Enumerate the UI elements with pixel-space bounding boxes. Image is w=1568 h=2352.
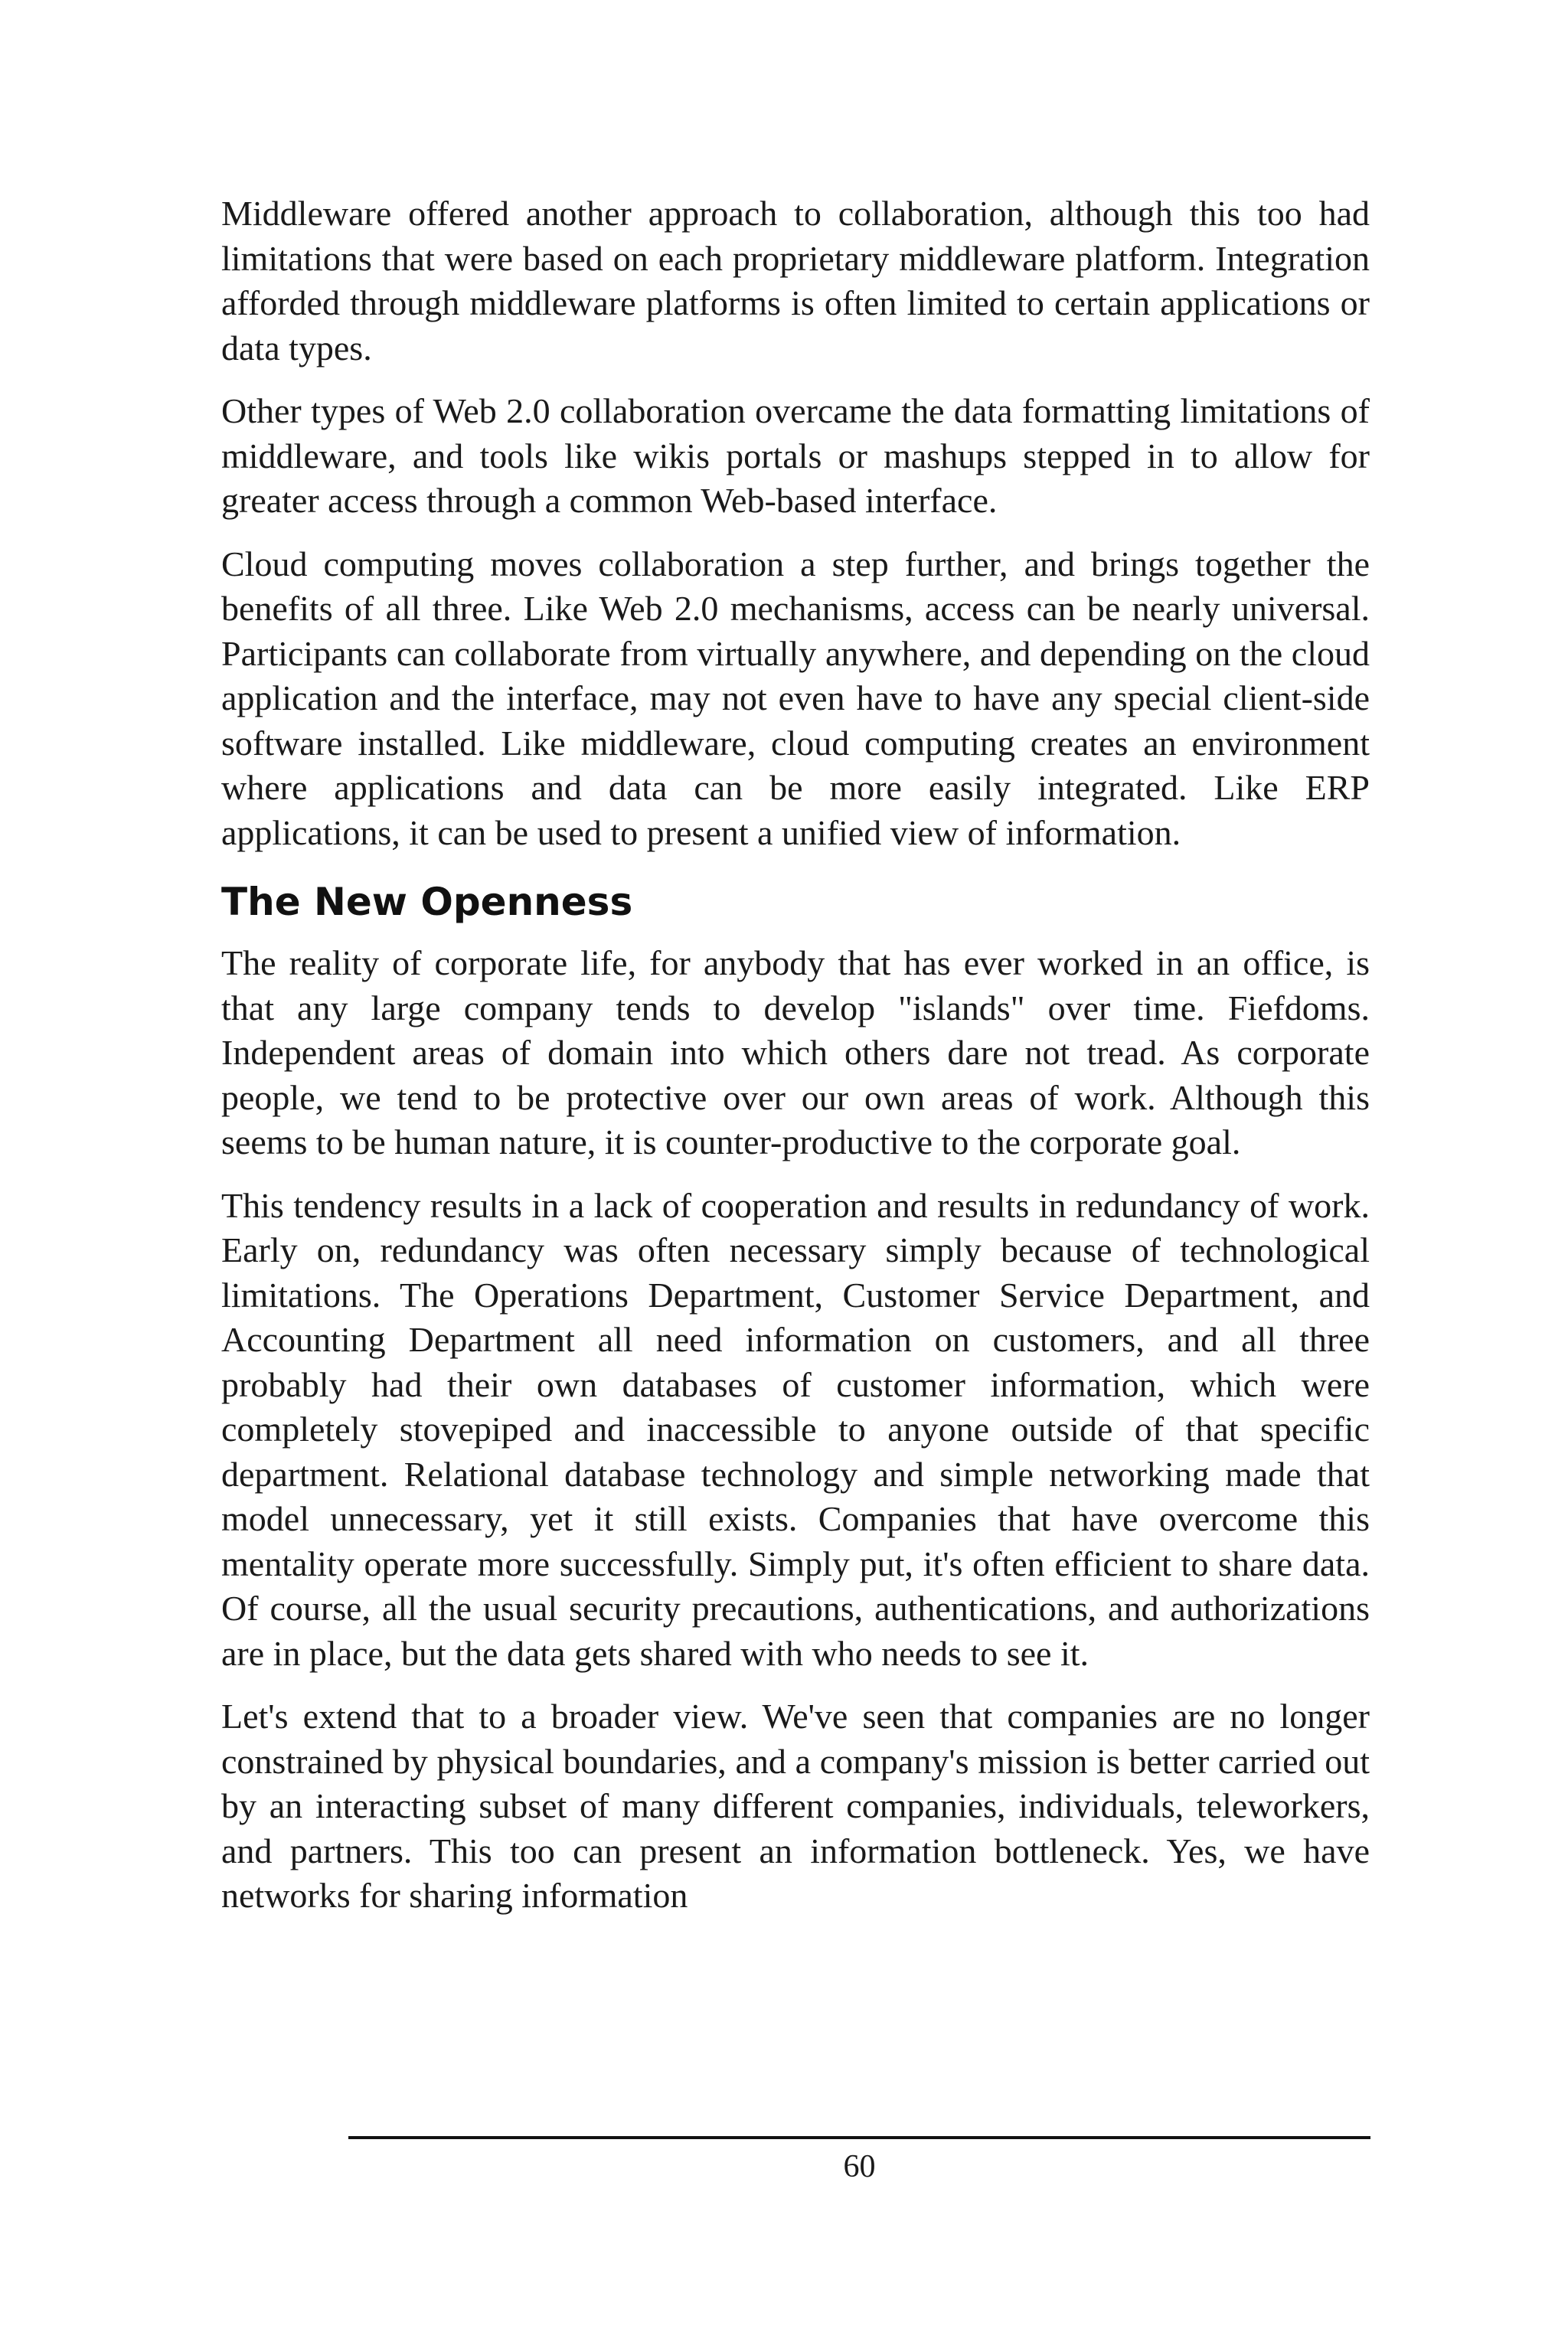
- paragraph-redundancy: This tendency results in a lack of cooperation and results in redundancy of work. Early on, redundancy was often necessary simply because of technological limitations. The Operations Department, Customer Service Department, and Accounting Department all need information on customers, and all three probably had their own databases of customer information, which were completely stovepiped and inaccessible to anyone outside of that specific department. Relational database technology and simple networking made that model unnecessary, yet it still exists. Companies that have overcome this mentality operate more successfully. Simply put, it's often efficient to share data. Of course, all the usual security precautions, authentications, and authorizations are in place, but the data gets shared with who needs to see it.: [221, 1185, 1370, 1673]
- footer-divider: [348, 2136, 1370, 2139]
- page-body: [221, 191, 1370, 1937]
- paragraph-cloud-collaboration: Cloud computing moves collaboration a step further, and brings together the benefits of all three. Like Web 2.0 mechanisms, access can be nearly universal. Participants can collaborate from virtually anywhere, and depending on the cloud application and the interface, may not even have to have any special client-side software installed. Like middleware, cloud computing creates an environment where applications and data can be more easily integrated. Like ERP applications, it can be used to present a unified view of information.: [221, 544, 1370, 852]
- section-heading: The New Openness: [221, 880, 633, 924]
- paragraph-broader-view: Let's extend that to a broader view. We've seen that companies are no longer constrained by physical boundaries, and a company's mission is better carried out by an interacting subset of many different companies, individuals, teleworkers, and partners. This too can present an information bottleneck. Yes, we have networks for sharing information: [221, 1697, 1370, 1915]
- page-number: 60: [843, 2149, 876, 2184]
- paragraph-corporate-islands: The reality of corporate life, for anybody that has ever worked in an office, is that any large company tends to develop "islands" over time. Fiefdoms. Independent areas of domain into which others dare not tread. As corporate people, we tend to be protective over our own areas of work. Although this seems to be human nature, it is counter-productive to the corporate goal.: [221, 943, 1370, 1161]
- paragraph-middleware: Middleware offered another approach to collaboration, although this too had limitations that were based on each proprietary middleware platform. Integration afforded through middleware platforms is often limited to certain applications or data types.: [221, 194, 1370, 368]
- paragraph-web2-collaboration: Other types of Web 2.0 collaboration overcame the data formatting limitations of middleware, and tools like wikis portals or mashups stepped in to allow for greater access through a common Web-based interface.: [221, 391, 1370, 520]
